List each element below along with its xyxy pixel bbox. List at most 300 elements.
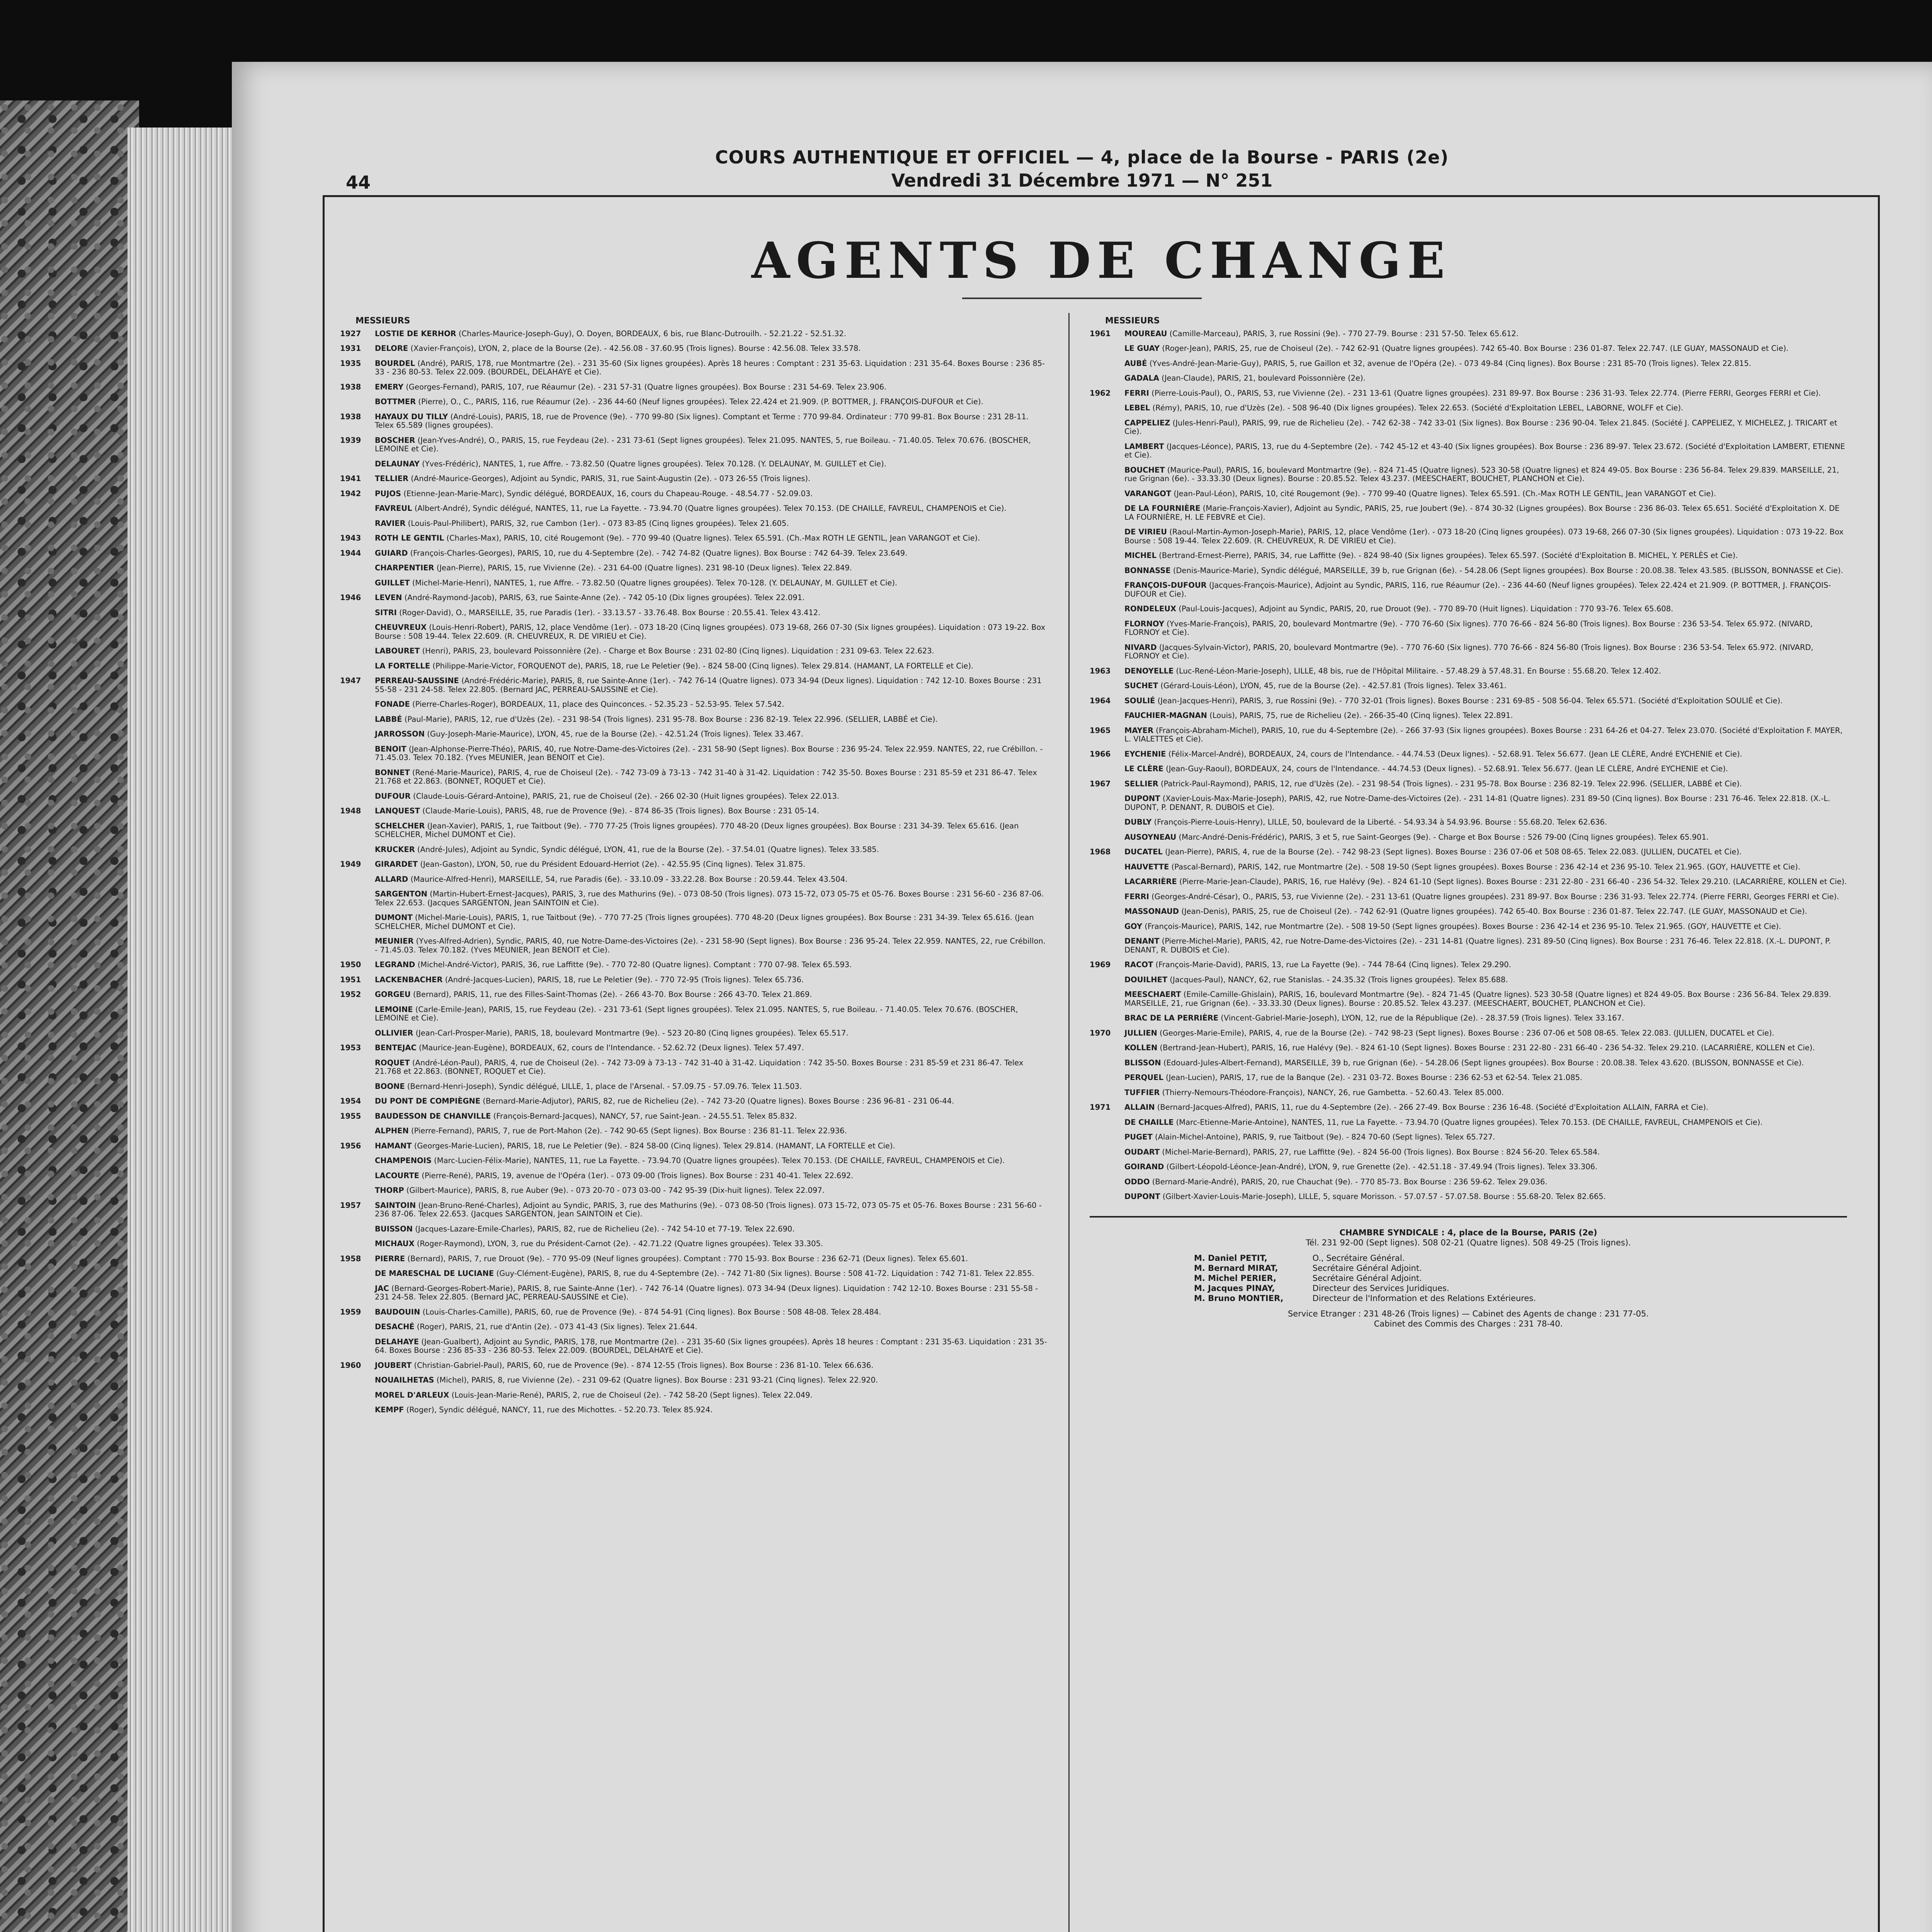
entry-name: CHAMPENOIS [375,1156,432,1165]
agent-entry [1090,620,1847,637]
entry-name: OUDART [1124,1147,1160,1156]
agent-entry [340,1255,1047,1264]
entry-name: DELAHAYE [375,1337,419,1346]
entry-year: 1952 [340,990,361,999]
agent-entry [340,937,1047,954]
entry-name: PIERRE [375,1254,405,1263]
person-name: M. Jacques PINAY, [1194,1283,1275,1293]
entry-year: 1966 [1090,749,1111,759]
entry-name: ODDO [1124,1177,1150,1186]
entry-details: (Jean-Jacques-Henri), PARIS, 3, rue Rossini (9e). - 770 32-01 (Trois lignes). Boxes Bourse : 231 69-85 - 508 56-04. Telex 65.571. (Société d'Exploitation SOULIÉ et Cie). [1155,696,1783,705]
entry-year: 1949 [340,860,361,869]
agent-entry [1090,976,1847,985]
entry-name: DUBLY [1124,818,1152,827]
entry-year: 1961 [1090,329,1111,338]
entry-details: (Paul-Marie), PARIS, 12, rue d'Uzès (2e). - 231 98-54 (Trois lignes). 231 95-78. Box Bourse : 236 82-19. Telex 22.996. (SELLIER, LABBÉ et Cie). [402,714,938,724]
right-column [1090,317,1847,1329]
entry-details: (Jean-Carl-Prosper-Marie), PARIS, 18, boulevard Montmartre (9e). - 523 20-80 (Cinq lignes groupées). Telex 65.517. [413,1028,849,1037]
entry-name: RAVIER [375,519,406,528]
agent-entry [1090,490,1847,498]
agent-entry [1090,1044,1847,1053]
entry-name: GUILLET [375,578,410,587]
entry-year: 1935 [340,359,361,368]
entry-name: BOURDEL [375,359,415,368]
agent-entry [1090,389,1847,398]
entry-details: (Luc-René-Léon-Marie-Joseph), LILLE, 48 bis, rue de l'Hôpital Militaire. - 57.48.29 à 57.48.31. En Bourse : 55.68.20. Telex 12.402. [1173,666,1662,675]
agent-entry [340,913,1047,931]
entry-details: (Maurice-Alfred-Henri), MARSEILLE, 54, rue Paradis (6e). - 33.10.09 - 33.22.28. Box Bourse : 20.59.44. Telex 43.504. [408,874,848,884]
entry-details: (Claude-Louis-Gérard-Antoine), PARIS, 21, rue de Choiseul (2e). - 266 02-30 (Huit lignes groupées). Telex 22.013. [410,791,839,801]
entry-name: MAYER [1124,726,1154,735]
chambre-tel: Tél. 231 92-00 (Sept lignes). 508 02-21 (Quatre lignes). 508 49-25 (Trois lignes). [1306,1238,1631,1247]
entry-name: LABBÉ [375,714,402,724]
entry-name: LE CLÈRE [1124,764,1163,773]
entry-year: 1959 [340,1307,361,1316]
entry-details: (Louis-Henri-Robert), PARIS, 12, place Vendôme (1er). - 073 18-20 (Cinq lignes groupées). 073 19-68, 266 07-30 (Six lignes groupées). Liquidation : 073 19-22. Box Bourse : 508 19-44. Telex 22.609. (R. CHEUVREUX, R. DE VIRIEU et Cie). [375,623,1046,641]
entry-name: AUSOYNEAU [1124,832,1177,842]
chambre-person [1194,1273,1843,1283]
entry-details: (François-Bernard-Jacques), NANCY, 57, rue Saint-Jean. - 24.55.51. Telex 85.832. [491,1111,797,1121]
entry-details: (Charles-Maurice-Joseph-Guy), O. Doyen, BORDEAUX, 6 bis, rue Blanc-Dutrouilh. - 52.21.22 - 52.51.32. [456,329,847,338]
entry-details: (François-Maurice), PARIS, 142, rue Montmartre (2e). - 508 19-50 (Sept lignes groupées). Boxes Bourse : 236 42-14 et 236 95-10. Telex 21.965. (GOY, HAUVETTE et Cie). [1142,922,1781,931]
entry-year: 1947 [340,676,361,685]
agent-entry [340,662,1047,671]
entry-name: LOSTIE DE KERHOR [375,329,456,338]
entry-details: (François-Pierre-Louis-Henry), LILLE, 50, boulevard de la Liberté. - 54.93.34 à 54.93.96. Bourse : 55.68.20. Telex 62.636. [1151,818,1607,827]
entry-details: (Georges-Fernand), PARIS, 107, rue Réaumur (2e). - 231 57-31 (Quatre lignes groupées). Box Bourse : 231 54-69. Telex 23.906. [403,382,887,391]
agent-entry [1090,990,1847,1008]
entry-name: HAMANT [375,1141,412,1150]
masthead-line-1: COURS AUTHENTIQUE ET OFFICIEL — 4, place de la Bourse - PARIS (2e) [715,147,1449,168]
agent-entry [1090,878,1847,886]
entry-name: HAUVETTE [1124,862,1169,871]
entry-name: KRUCKER [375,845,415,854]
agent-entry [1090,682,1847,690]
agent-entry [340,1097,1047,1106]
entry-details: (Bertrand-Jean-Hubert), PARIS, 16, rue Halévy (9e). - 824 61-10 (Sept lignes). Boxes Bourse : 231 22-80 - 231 66-40 - 236 54-32. Telex 29.210. (LACARRIÈRE, KOLLEN et Cie). [1157,1043,1815,1052]
entry-details: (Claude-Marie-Louis), PARIS, 48, rue de Provence (9e). - 874 86-35 (Trois lignes). Box Bourse : 231 05-14. [420,806,819,815]
entry-name: LACARRIÈRE [1124,877,1177,886]
entry-details: (Roger-David), O., MARSEILLE, 35, rue Paradis (1er). - 33.13.57 - 33.76.48. Box Bourse : 20.55.41. Telex 43.412. [396,608,821,617]
entry-year: 1948 [340,806,361,815]
entry-details: (Roger-Raymond), LYON, 3, rue du Président-Carnot (2e). - 42.71.22 (Quatre lignes groupées). Telex 33.305. [414,1239,823,1248]
entry-details: (François-Marie-David), PARIS, 13, rue La Fayette (9e). - 744 78-64 (Cinq lignes). Telex 29.290. [1153,960,1511,969]
entry-name: LACKENBACHER [375,975,443,984]
entry-name: GOY [1124,922,1143,931]
content-frame [323,195,1880,1932]
column-header: MESSIEURS [1105,316,1160,326]
entry-details: (Louis-Jean-Marie-René), PARIS, 2, rue de Choiseul (2e). - 742 58-20 (Sept lignes). Telex 22.049. [449,1390,813,1400]
agent-entry [340,1172,1047,1180]
entry-details: (André), PARIS, 178, rue Montmartre (2e). - 231 35-60 (Six lignes groupées). Après 18 heures : Comptant : 231 35-63. Liquidation : 231 35-64. Boxes Bourse : 236 85-33 - 236 80-53. Telex 22.009. (BOURDEL, DELAHAYE et Cie). [375,359,1045,376]
chambre-heading: CHAMBRE SYNDICALE : 4, place de la Bourse, PARIS (2e) [1339,1228,1597,1237]
entry-name: LEMOINE [375,1005,413,1014]
agent-entry [1090,711,1847,720]
entry-name: KOLLEN [1124,1043,1158,1052]
person-name: M. Bruno MONTIER, [1194,1293,1284,1303]
agent-entry [340,1142,1047,1151]
entry-year: 1965 [1090,726,1111,735]
agent-entry [340,460,1047,469]
chambre-people [1194,1253,1843,1303]
entry-name: ROTH LE GENTIL [375,534,444,543]
agent-entry [340,344,1047,353]
agent-entry [340,383,1047,392]
entry-name: NIVARD [1124,643,1157,652]
agent-entry [340,1029,1047,1038]
entry-details: (Georges-Marie-Emile), PARIS, 4, rue de la Bourse (2e). - 742 98-23 (Sept lignes). Boxes Bourse : 236 07-06 et 508 08-65. Telex 22.083. (JULLIEN, DUCATEL et Cie). [1157,1028,1774,1037]
agent-entry [340,564,1047,573]
agent-entry [1090,1118,1847,1127]
agent-entry [1090,726,1847,744]
agent-entry [340,845,1047,854]
entry-name: GUIARD [375,548,408,558]
entry-name: DOUILHET [1124,975,1168,984]
entry-details: (Georges-André-César), O., PARIS, 53, rue Vivienne (2e). - 231 13-61 (Quatre lignes groupées). 231 89-97. Box Bourse : 236 31-93. Telex 22.774. (Pierre FERRI, Georges FERRI et Cie). [1149,892,1839,901]
entry-name: ALPHEN [375,1126,409,1135]
agent-entry [340,769,1047,786]
entry-details: (Bernard-Georges-Robert-Marie), PARIS, 8, rue Sainte-Anne (1er). - 742 76-14 (Quatre lignes). 073 34-94 (Deux lignes). Liquidation : 742 12-10. Boxes Bourse : 231 55-58 - 231 24-58. Telex 22.805. (Bernard JAC, PERREAU-SAUSSINE et Cie). [375,1284,1038,1301]
agent-entry [340,1269,1047,1278]
agent-entry [1090,1073,1847,1082]
entry-year: 1931 [340,344,361,353]
agent-entry [340,623,1047,641]
agent-entry [340,1391,1047,1400]
person-role: Secrétaire Général Adjoint. [1310,1263,1422,1273]
entry-details: (Christian-Gabriel-Paul), PARIS, 60, rue de Provence (9e). - 874 12-55 (Trois lignes). Box Bourse : 236 81-10. Telex 66.636. [412,1361,874,1370]
entry-name: PERREAU-SAUSSINE [375,676,459,685]
entry-name: DUFOUR [375,791,411,801]
entry-year: 1971 [1090,1103,1111,1112]
entry-details: (Jean-Paul-Léon), PARIS, 10, cité Rougemont (9e). - 770 99-40 (Quatre lignes). Telex 65.591. (Ch.-Max ROTH LE GENTIL, Jean VARANGOT et Cie). [1171,489,1716,498]
agent-entry [340,860,1047,869]
agent-entry [340,1186,1047,1195]
agent-entry [1090,922,1847,931]
entry-name: FAUCHIER-MAGNAN [1124,711,1207,720]
entry-details: (Yves-Alfred-Adrien), Syndic, PARIS, 40, rue Notre-Dame-des-Victoires (2e). - 231 58-90 (Sept lignes). Box Bourse : 236 95-24. Telex 22.959. NANTES, 22, rue Crébillon. - 71.45.03. Telex 70.182. (Yves MEUNIER, Jean BENOIT et Cie). [375,937,1046,954]
agent-entry [340,1044,1047,1053]
entry-name: JOUBERT [375,1361,412,1370]
chambre-person [1194,1293,1843,1303]
entry-details: (Pierre), O., C., PARIS, 116, rue Réaumur (2e). - 236 44-60 (Neuf lignes groupées). Telex 22.424 et 21.909. (P. BOTTMER, J. FRANÇOIS-DUFOUR et Cie). [416,397,983,406]
entry-name: FRANÇOIS-DUFOUR [1124,581,1207,590]
agent-entry [340,647,1047,656]
entry-year: 1941 [340,474,361,483]
entry-name: NOUAILHETAS [375,1376,434,1384]
agent-entry [1090,765,1847,774]
agent-entry [340,1059,1047,1076]
entry-details: (Pierre-Marie-Jean-Claude), PARIS, 16, rue Halévy (9e). - 824 61-10 (Sept lignes). Boxes Bourse : 231 22-80 - 231 66-40 - 236 54-32. Telex 29.210. (LACARRIÈRE, KOLLEN et Cie). [1177,877,1847,886]
entry-year: 1953 [340,1043,361,1052]
entry-name: ALLARD [375,874,408,884]
entry-name: DESACHÉ [375,1322,415,1331]
entry-name: BENOIT [375,744,406,753]
agent-entry [1090,794,1847,812]
entry-details: (Bernard-Henri-Joseph), Syndic délégué, LILLE, 1, place de l'Arsenal. - 57.09.75 - 57.09.76. Telex 11.503. [405,1082,802,1091]
masthead [386,147,1777,191]
entry-name: BOONE [375,1082,405,1091]
page-title: AGENTS DE CHANGE [751,232,1451,290]
entry-name: CAPPELIEZ [1124,418,1170,427]
agent-entry [1090,961,1847,969]
entry-name: SITRI [375,608,397,617]
entry-details: (René-Marie-Maurice), PARIS, 4, rue de Choiseul (2e). - 742 73-09 à 73-13 - 742 31-40 à 31-42. Liquidation : 742 35-50. Boxes Bourse : 231 85-59 et 231 86-47. Telex 21.768 et 22.863. (BONNET, ROQUET et Cie). [375,768,1037,786]
page-stack-edge [128,128,243,1932]
entry-name: PUGET [1124,1133,1153,1141]
chambre-person [1194,1283,1843,1293]
entry-details: (Yves-Frédéric), NANTES, 1, rue Affre. - 73.82.50 (Quatre lignes groupées). Telex 70.128. (Y. DELAUNAY, M. GUILLET et Cie). [419,459,886,468]
person-role: Directeur de l'Information et des Relations Extérieures. [1310,1293,1536,1303]
entry-details: (André-Jacques-Lucien), PARIS, 18, rue Le Peletier (9e). - 770 72-95 (Trois lignes). Telex 65.736. [442,975,804,984]
agent-entry [340,519,1047,528]
entry-year: 1956 [340,1141,361,1150]
agent-entry [340,398,1047,406]
agent-entry [340,1308,1047,1317]
agent-entry [340,1156,1047,1165]
person-name: M. Michel PERIER, [1194,1273,1277,1283]
entry-name: LEVEN [375,593,402,602]
entry-name: BLISSON [1124,1058,1161,1067]
entry-name: CHARPENTIER [375,563,434,572]
agent-entry [340,822,1047,839]
entry-details: (Marc-Etienne-Marie-Antoine), NANTES, 11, rue La Fayette. - 73.94.70 (Quatre lignes groupées). Telex 70.153. (DE CHAILLE, FAVREUL, CHAMPENOIS et Cie). [1173,1117,1763,1127]
entry-name: LEGRAND [375,960,415,969]
agent-entry [1090,907,1847,916]
entry-details: (Paul-Louis-Jacques), Adjoint au Syndic, PARIS, 20, rue Drouot (9e). - 770 89-70 (Huit lignes). Liquidation : 770 93-76. Telex 65.608. [1176,604,1673,613]
entry-details: (Jean-Claude), PARIS, 21, boulevard Poissonnière (2e). [1159,374,1366,383]
entry-details: (Marc-Lucien-Félix-Marie), NANTES, 11, rue La Fayette. - 73.94.70 (Quatre lignes groupées). Telex 70.153. (DE CHAILLE, FAVREUL, CHAMPENOIS et Cie). [431,1156,1005,1165]
entry-details: (Pierre-Fernand), PARIS, 7, rue de Port-Mahon (2e). - 742 90-65 (Sept lignes). Box Bourse : 236 81-11. Telex 22.936. [408,1126,847,1135]
entry-details: (Xavier-Louis-Max-Marie-Joseph), PARIS, 42, rue Notre-Dame-des-Victoires (2e). - 231 14-81 (Quatre lignes). 231 89-50 (Cinq lignes). Box Bourse : 231 76-46. Telex 22.818. (X.-L. DUPONT, P. DENANT, R. DUBOIS et Cie). [1124,794,1830,812]
agent-entry [340,677,1047,694]
agent-entry [340,1005,1047,1023]
entry-name: AUBÉ [1124,359,1147,368]
entry-name: JAC [375,1284,389,1293]
agent-entry [340,1082,1047,1091]
entry-name: KEMPF [375,1405,404,1414]
entry-details: (Gérard-Louis-Léon), LYON, 45, rue de la Bourse (2e). - 42.57.81 (Trois lignes). Telex 33.461. [1158,681,1507,690]
agent-entry [340,534,1047,543]
entry-name: FLORNOY [1124,619,1164,628]
entry-name: ROQUET [375,1058,410,1067]
entry-name: MEUNIER [375,937,414,946]
entry-year: 1927 [340,329,361,338]
entry-name: GADALA [1124,374,1159,383]
entry-name: VARANGOT [1124,489,1172,498]
entry-name: THORP [375,1186,404,1195]
entry-name: FONADE [375,700,410,709]
entry-name: HAYAUX DU TILLY [375,412,448,421]
entry-details: (Jacques-Sylvain-Victor), PARIS, 20, boulevard Montmartre (9e). - 770 76-60 (Six lignes). 770 76-66 - 824 56-80 (Trois lignes). Box Bourse : 236 53-54. Telex 65.972. (NIVARD, FLORNOY et Cie). [1124,643,1813,660]
agent-entry [1090,1088,1847,1097]
agent-entry [340,436,1047,454]
agent-entry [340,1112,1047,1121]
entry-details: (Albert-André), Syndic délégué, NANTES, 11, rue La Fayette. - 73.94.70 (Quatre lignes groupées). Telex 70.153. (DE CHAILLE, FAVREUL, CHAMPENOIS et Cie). [412,504,1007,513]
chambre-cabinet: Cabinet des Commis des Charges : 231 78-40. [1374,1319,1563,1328]
agent-entry [340,490,1047,498]
entry-details: (Bernard-Jacques-Alfred), PARIS, 11, rue du 4-Septembre (2e). - 266 27-49. Box Bourse : 236 16-48. (Société d'Exploitation ALLAIN, FARRA et Cie). [1155,1103,1709,1112]
entry-details: (Yves-Marie-François), PARIS, 20, boulevard Montmartre (9e). - 770 76-60 (Six lignes). 770 76-66 - 824 56-80 (Trois lignes). Box Bourse : 236 53-54. Telex 65.972. (NIVARD, FLORNOY et Cie). [1124,619,1813,637]
entry-details: (Raoul-Martin-Aymon-Joseph-Marie), PARIS, 12, place Vendôme (1er). - 073 18-20 (Cinq lignes groupées). 073 19-68, 266 07-30 (Six lignes groupées). Liquidation : 073 19-22. Box Bourse : 508 19-44. Telex 22.609. (R. CHEUVREUX, R. DE VIRIEU et Cie). [1124,527,1844,545]
agent-entry [340,1323,1047,1332]
entry-details: (Martin-Hubert-Ernest-Jacques), PARIS, 3, rue des Mathurins (9e). - 073 08-50 (Trois lignes). 073 15-72, 073 05-75 et 05-76. Boxes Bourse : 231 56-60 - 236 87-06. Telex 22.653. (Jacques SARGENTON, Jean SAINTOIN et Cie). [375,889,1044,907]
entry-details: (Bernard-Marie-André), PARIS, 20, rue Chauchat (9e). - 770 85-73. Box Bourse : 236 59-62. Telex 29.036. [1150,1177,1548,1186]
entry-details: (André-Maurice-Georges), Adjoint au Syndic, PARIS, 31, rue Saint-Augustin (2e). - 073 26-55 (Trois lignes). [408,474,811,483]
entry-name: FERRI [1124,892,1149,901]
entry-name: BOSCHER [375,435,415,445]
entry-name: PUJOS [375,489,401,498]
entry-details: (Rémy), PARIS, 10, rue d'Uzès (2e). - 508 96-40 (Dix lignes groupées). Telex 22.653. (Société d'Exploitation LEBEL, LABORNE, WOLFF et Cie). [1150,403,1684,412]
entry-name: SELLIER [1124,779,1158,788]
entry-details: (Jean-Gaston), LYON, 50, rue du Président Edouard-Herriot (2e). - 42.55.95 (Cinq lignes). Telex 31.875. [418,860,806,869]
entry-name: DU PONT DE COMPIÈGNE [375,1097,481,1105]
agent-entry [1090,1148,1847,1157]
entry-name: LANQUEST [375,806,420,815]
entry-details: (Jacques-Léonce), PARIS, 13, rue du 4-Septembre (2e). - 742 45-12 et 43-40 (Six lignes groupées). Box Bourse : 236 89-97. Telex 23.672. (Société d'Exploitation LAMBERT, ETIENNE et Cie). [1124,442,1845,459]
entry-details: (Guy-Clément-Eugène), PARIS, 8, rue du 4-Septembre (2e). - 742 71-80 (Six lignes). Bourse : 508 41-72. Liquidation : 742 71-81. Telex 22.855. [494,1269,1034,1278]
entry-name: LABOURET [375,646,420,655]
entry-details: (Pascal-Bernard), PARIS, 142, rue Montmartre (2e). - 508 19-50 (Sept lignes groupées). Boxes Bourse : 236 42-14 et 236 95-10. Telex 21.965. (GOY, HAUVETTE et Cie). [1169,862,1801,871]
entry-details: (Louis), PARIS, 75, rue de Richelieu (2e). - 266-35-40 (Cinq lignes). Telex 22.891. [1207,711,1513,720]
entry-details: (Jean-Guy-Raoul), BORDEAUX, 24, cours de l'Intendance. - 44.74.53 (Deux lignes). - 52.68.91. Telex 56.677. (Jean LE CLÈRE, André EYCHENIE et Cie). [1163,764,1728,773]
entry-year: 1969 [1090,960,1111,969]
entry-name: LAMBERT [1124,442,1164,451]
agent-entry [1090,893,1847,901]
agent-entry [340,330,1047,338]
entry-name: BAUDOUIN [375,1307,420,1316]
entry-name: DELAUNAY [375,459,420,468]
entry-details: (Pierre-René), PARIS, 19, avenue de l'Opéra (1er). - 073 09-00 (Trois lignes). Box Bourse : 231 40-41. Telex 22.692. [419,1171,854,1180]
agent-entry [1090,643,1847,661]
agent-entry [340,549,1047,558]
agent-entry [1090,1163,1847,1172]
entry-name: FAVREUL [375,504,412,513]
entry-details: (Jean-Pierre), PARIS, 4, rue de la Bourse (2e). - 742 98-23 (Sept lignes). Boxes Bourse : 236 07-06 et 508 08-65. Telex 22.083. (JULLIEN, DUCATEL et Cie). [1162,847,1742,856]
entry-name: BONNASSE [1124,566,1171,575]
entry-details: (Bernard-Marie-Adjutor), PARIS, 82, rue de Richelieu (2e). - 742 73-20 (Quatre lignes). Boxes Bourse : 236 96-81 - 231 06-44. [480,1097,954,1105]
book-cover-edge [0,100,139,1932]
person-role: Secrétaire Général Adjoint. [1310,1273,1422,1283]
entry-year: 1968 [1090,847,1111,856]
entry-name: BUISSON [375,1224,413,1233]
entry-details: (Alain-Michel-Antoine), PARIS, 9, rue Taitbout (9e). - 824 70-60 (Sept lignes). Telex 65.727. [1152,1133,1495,1141]
entry-name: BOUCHET [1124,465,1165,474]
entry-details: (Michel), PARIS, 8, rue Vivienne (2e). - 231 09-62 (Quatre lignes). Box Bourse : 231 93-21 (Cinq lignes). Telex 22.920. [434,1376,878,1384]
entry-details: (Jacques-Lazare-Emile-Charles), PARIS, 82, rue de Richelieu (2e). - 742 54-10 et 77-19. Telex 22.690. [413,1224,795,1233]
entry-name: ALLAIN [1124,1103,1155,1112]
agent-entry [1090,818,1847,827]
entry-details: (Michel-Marie-Henri), NANTES, 1, rue Affre. - 73.82.50 (Quatre lignes groupées). Telex 70-128. (Y. DELAUNAY, M. GUILLET et Cie). [410,578,898,587]
entry-year: 1970 [1090,1028,1111,1037]
entry-year: 1942 [340,489,361,498]
entry-details: (Louis-Paul-Philibert), PARIS, 32, rue Cambon (1er). - 073 83-85 (Cinq lignes groupées). Telex 21.605. [405,519,789,528]
agent-entry [1090,1192,1847,1201]
entry-year: 1962 [1090,388,1111,398]
entry-details: (Roger-Jean), PARIS, 25, rue de Choiseul (2e). - 742 62-91 (Quatre lignes groupées). 742 65-40. Box Bourse : 236 01-87. Telex 22.747. (LE GUAY, MASSONAUD et Cie). [1160,344,1789,353]
entry-year: 1957 [340,1201,361,1210]
entry-details: (Louis-Charles-Camille), PARIS, 60, rue de Provence (9e). - 874 54-91 (Cinq lignes). Box Bourse : 508 48-08. Telex 28.484. [420,1307,881,1316]
column-header: MESSIEURS [355,316,410,326]
entry-details: (Carle-Emile-Jean), PARIS, 15, rue Feydeau (2e). - 231 73-61 (Sept lignes groupées). Telex 21.095. NANTES, 5, rue Boileau. - 71.40.05. Telex 70.676. (BOSCHER, LEMOINE et Cie). [375,1005,1018,1022]
agent-entry [340,890,1047,907]
entry-name: LE GUAY [1124,344,1160,353]
right-entry-list [1090,330,1847,1201]
entry-year: 1964 [1090,696,1111,705]
entry-name: EMERY [375,382,404,391]
entry-name: DUCATEL [1124,847,1163,856]
entry-name: RONDELEUX [1124,604,1177,613]
agent-entry [340,1240,1047,1248]
agent-entry [1090,667,1847,676]
agent-entry [1090,566,1847,575]
entry-details: (Bernard), PARIS, 7, rue Drouot (9e). - 770 95-09 (Neuf lignes groupées). Comptant : 770 15-93. Box Bourse : 236 62-71 (Deux lignes). Telex 65.601. [405,1254,968,1263]
chambre-syndicale-box [1090,1216,1847,1329]
agent-entry [1090,833,1847,842]
entry-year: 1955 [340,1111,361,1121]
document-page [232,62,1932,1932]
agent-entry [1090,937,1847,954]
title-rule [962,298,1202,299]
entry-name: BAUDESSON DE CHANVILLE [375,1111,491,1121]
agent-entry [1090,344,1847,353]
agent-entry [340,504,1047,513]
entry-name: DUPONT [1124,794,1160,803]
entry-name: BRAC DE LA PERRIÈRE [1124,1014,1219,1022]
entry-details: (Jean-Gualbert), Adjoint au Syndic, PARIS, 178, rue Montmartre (2e). - 231 35-60 (Six lignes groupées). Après 18 heures : Comptant : 231 35-63. Liquidation : 231 35-64. Boxes Bourse : 236 85-33 - 236 80-53. Telex 22.009. (BOURDEL, DELAHAYE et Cie). [375,1337,1047,1355]
entry-details: (Roger), PARIS, 21, rue d'Antin (2e). - 073 41-43 (Six lignes). Telex 21.644. [414,1322,697,1331]
agent-entry [340,961,1047,969]
entry-name: MICHEL [1124,551,1157,560]
agent-entry [1090,1059,1847,1068]
entry-details: (Jean-Pierre), PARIS, 15, rue Vivienne (2e). - 231 64-00 (Quatre lignes). 231 98-10 (Deux lignes). Telex 22.849. [434,563,852,572]
agent-entry [340,990,1047,999]
entry-year: 1950 [340,960,361,969]
entry-name: MEESCHAERT [1124,990,1181,999]
entry-name: BOTTMER [375,397,416,406]
entry-details: (Félix-Marcel-André), BORDEAUX, 24, cours de l'Intendance. - 44.74.53 (Deux lignes). - 52.68.91. Telex 56.677. (Jean LE CLÈRE, André EYCHENIE et Cie). [1166,749,1742,759]
entry-name: JARROSSON [375,730,425,738]
entry-details: (Xavier-François), LYON, 2, place de la Bourse (2e). - 42.56.08 - 37.60.95 (Trois lignes). Bourse : 42.56.08. Telex 33.578. [408,344,861,353]
entry-name: DE LA FOURNIÈRE [1124,504,1201,513]
entry-details: (Pierre-Michel-Marie), PARIS, 42, rue Notre-Dame-des-Victoires (2e). - 231 14-81 (Quatre lignes). 231 89-50 (Cinq lignes). Box Bourse : 231 76-46. Telex 22.818. (X.-L. DUPONT, P. DENANT, R. DUBOIS et Cie). [1124,937,1831,954]
entry-details: (Gilbert-Xavier-Louis-Marie-Joseph), LILLE, 5, square Morisson. - 57.07.57 - 57.07.58. Bourse : 55.68-20. Telex 82.665. [1160,1192,1606,1201]
entry-name: MOREL D'ARLEUX [375,1390,449,1400]
agent-entry [340,1284,1047,1302]
agent-entry [340,792,1047,801]
entry-name: SOULIÉ [1124,696,1155,705]
entry-name: SCHELCHER [375,821,425,830]
agent-entry [1090,442,1847,460]
agent-entry [340,745,1047,762]
agent-entry [340,1127,1047,1136]
entry-name: TELLIER [375,474,409,483]
entry-details: (Jean-Bruno-René-Charles), Adjoint au Syndic, PARIS, 3, rue des Mathurins (9e). - 073 08-50 (Trois lignes). 073 15-72, 073 05-75 et 05-76. Boxes Bourse : 231 56-60 - 236 87-06. Telex 22.653. (Jacques SARGENTON, Jean SAINTOIN et Cie). [375,1201,1042,1218]
entry-details: (Jean-Xavier), PARIS, 1, rue Taitbout (9e). - 770 77-25 (Trois lignes groupées). 770 48-20 (Deux lignes groupées). Box Bourse : 231 34-39. Telex 65.616. (Jean SCHELCHER, Michel DUMONT et Cie). [375,821,1019,839]
entry-details: (Gilbert-Maurice), PARIS, 8, rue Auber (9e). - 073 20-70 - 073 03-00 - 742 95-39 (Dix-huit lignes). Telex 22.097. [404,1186,825,1195]
entry-details: (Maurice-Jean-Eugène), BORDEAUX, 62, cours de l'Intendance. - 52.62.72 (Deux lignes). Telex 57.497. [416,1043,804,1052]
agent-entry [340,579,1047,588]
entry-details: (Denis-Maurice-Marie), Syndic délégué, MARSEILLE, 39 b, rue Grignan (6e). - 54.28.06 (Sept lignes groupées). Box Bourse : 20.08.38. Telex 43.585. (BLISSON, BONNASSE et Cie). [1170,566,1843,575]
entry-name: LEBEL [1124,403,1150,412]
entry-name: RACOT [1124,960,1153,969]
entry-details: (Gilbert-Léopold-Léonce-Jean-André), LYON, 9, rue Grenette (2e). - 42.51.18 - 37.49.94 (Trois lignes). Telex 33.306. [1164,1162,1598,1171]
entry-name: GOIRAND [1124,1162,1164,1171]
entry-details: (François-Charles-Georges), PARIS, 10, rue du 4-Septembre (2e). - 742 74-82 (Quatre lignes). Box Bourse : 742 64-39. Telex 23.649. [408,548,908,558]
entry-details: (André-Jules), Adjoint au Syndic, Syndic délégué, LYON, 41, rue de la Bourse (2e). - 37.54.01 (Quatre lignes). Telex 33.585. [415,845,879,854]
entry-year: 1938 [340,382,361,391]
entry-name: FERRI [1124,388,1149,398]
entry-details: (Michel-Marie-Bernard), PARIS, 27, rue Laffitte (9e). - 824 56-00 (Trois lignes). Box Bourse : 824 56-20. Telex 65.584. [1160,1147,1600,1156]
